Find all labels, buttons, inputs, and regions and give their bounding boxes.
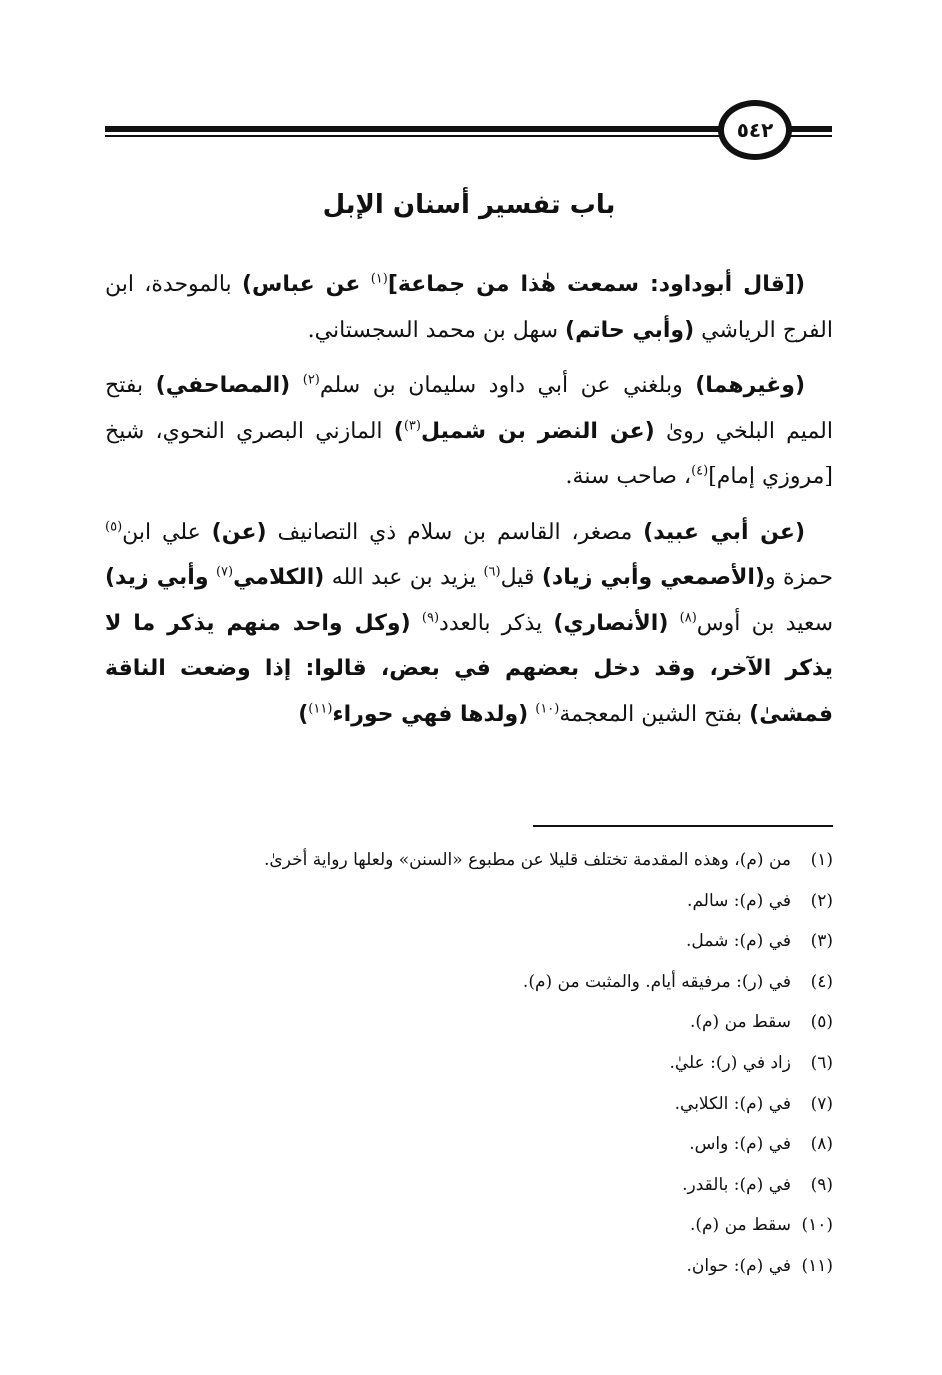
footnote-ref[interactable]: (٨) (679, 610, 697, 626)
header-rule-thin (105, 135, 723, 137)
footnote-ref[interactable]: (٩) (421, 610, 440, 626)
quote: ([قال أبوداود: سمعت هٰذا من جماعة] (387, 272, 805, 297)
quote: (الأصمعي وأبي زياد) (541, 565, 765, 590)
footnote-text: في (م): الكلابي. (674, 1093, 791, 1114)
quote: (عن أبي عبيد) (643, 519, 805, 545)
footnote-ref[interactable]: (١) (370, 271, 388, 287)
footnote-number: (٨) (810, 1134, 833, 1155)
footnote-number: (١) (810, 850, 833, 870)
quote: (وغيرهما) (695, 373, 805, 398)
quote: (عن) (211, 519, 267, 545)
quote: (عن النضر بن شميل (420, 418, 655, 444)
footnote-number: (١٠) (801, 1215, 833, 1236)
footnote-ref[interactable]: (١٠) (535, 701, 560, 717)
footnote-item (105, 1124, 833, 1165)
footnote-text: في (م): بالقدر. (682, 1174, 791, 1195)
footnote-ref[interactable]: (٥) (105, 519, 123, 535)
paragraph-2 (105, 363, 833, 500)
commentary: بفتح الميم البلخي روىٰ (105, 373, 833, 444)
commentary: يزيد بن عبد الله (324, 565, 484, 590)
commentary: سعيد بن أوس (696, 610, 834, 636)
quote: (المصاحفي) (155, 373, 291, 398)
header-rule-right (790, 126, 832, 140)
paragraph-3 (105, 510, 833, 738)
header-rule-right-thick (790, 126, 832, 132)
footnote-item (105, 1002, 833, 1043)
commentary: بفتح الشين المعجمة (559, 701, 750, 727)
quote: (الأنصاري) (553, 610, 669, 636)
commentary: المازني البصري النحوي، شيخ [مروزي إمام] (105, 418, 833, 489)
footnote-item (105, 1165, 833, 1206)
footnote-item (105, 962, 833, 1003)
footnote-number: (٤) (810, 971, 833, 992)
commentary: علي ابن (122, 519, 212, 545)
footnote-text: من (م)، وهذه المقدمة تختلف قليلا عن مطبوع «السنن» ولعلها رواية أخرىٰ. (263, 850, 791, 870)
commentary: وبلغني عن أبي داود سليمان بن سلم (319, 373, 696, 398)
footnote-number: (٩) (810, 1174, 833, 1195)
footnote-ref[interactable]: (٣) (403, 418, 421, 434)
footnote-item (105, 1043, 833, 1084)
footnote-ref[interactable]: (٦) (483, 564, 501, 580)
footnote-number: (٦) (810, 1052, 833, 1073)
footnote-ref[interactable]: (١١) (308, 701, 333, 717)
footnote-number: (٢) (810, 890, 833, 911)
footnote-ref[interactable]: (٢) (302, 372, 320, 388)
main-text (105, 262, 833, 737)
footnote-item (105, 1205, 833, 1246)
footnote-ref[interactable]: (٤) (691, 463, 709, 479)
footnote-number: (١١) (801, 1255, 833, 1276)
footnote-text: في (م): واس. (689, 1134, 791, 1155)
footnote-text: في (ر): مرفيقه أيام. والمثبت من (م). (522, 971, 791, 992)
footnote-item (105, 840, 833, 881)
commentary: يذكر بالعدد (439, 610, 554, 636)
quote: (وكل واحد منهم يذكر ما لا يذكر الآخر، وقد دخل بعضهم في بعض، قالوا: إذا وضعت الناقة فمشىٰ) (105, 610, 833, 727)
quote: وأبي زيد) (105, 565, 209, 590)
header-rule-thick (105, 126, 723, 132)
footnote-number: (٧) (810, 1093, 833, 1114)
page-number-badge (718, 100, 792, 160)
quote: (الكلامي (233, 565, 325, 590)
footnote-text: في (م): شمل. (686, 931, 791, 952)
commentary: سهل بن محمد السجستاني. (307, 317, 566, 343)
quote: (ولدها فهي حوراء (332, 701, 529, 727)
footnote-item (105, 921, 833, 962)
footnote-item (105, 881, 833, 922)
footnote-text: زاد في (ر): عليٰ. (669, 1052, 791, 1073)
footnote-separator (533, 825, 833, 827)
commentary: بالموحدة، ابن الفرج الرياشي (105, 272, 833, 343)
chapter-title: باب تفسير أسنان الإبل (322, 190, 616, 220)
footnote-text: سقط من (م). (689, 1012, 791, 1033)
footnote-item (105, 1246, 833, 1287)
footnote-number: (٥) (810, 1012, 833, 1033)
commentary: مصغر، القاسم بن سلام ذي التصانيف (266, 519, 644, 545)
quote: عن عباس) (241, 272, 361, 297)
page-number: ٥٤٢ (736, 118, 774, 142)
footnote-text: في (م): حوان. (686, 1255, 791, 1276)
paragraph-1 (105, 262, 833, 353)
footnote-item (105, 1084, 833, 1125)
commentary: قيل (500, 565, 542, 590)
footnote-text: سقط من (م). (689, 1215, 791, 1236)
commentary: حمزة و (764, 565, 833, 590)
quote: ) (393, 418, 404, 444)
header-rule (105, 126, 723, 140)
quote: ) (298, 701, 309, 727)
footnotes-list (105, 840, 833, 1287)
footnote-text: في (م): سالم. (687, 890, 791, 911)
header-rule-right-thin (790, 135, 832, 137)
quote: (وأبي حاتم) (565, 317, 695, 343)
commentary: ، صاحب سنة. (565, 464, 692, 489)
footnote-number: (٣) (810, 931, 833, 952)
footnote-ref[interactable]: (٧) (215, 564, 234, 580)
